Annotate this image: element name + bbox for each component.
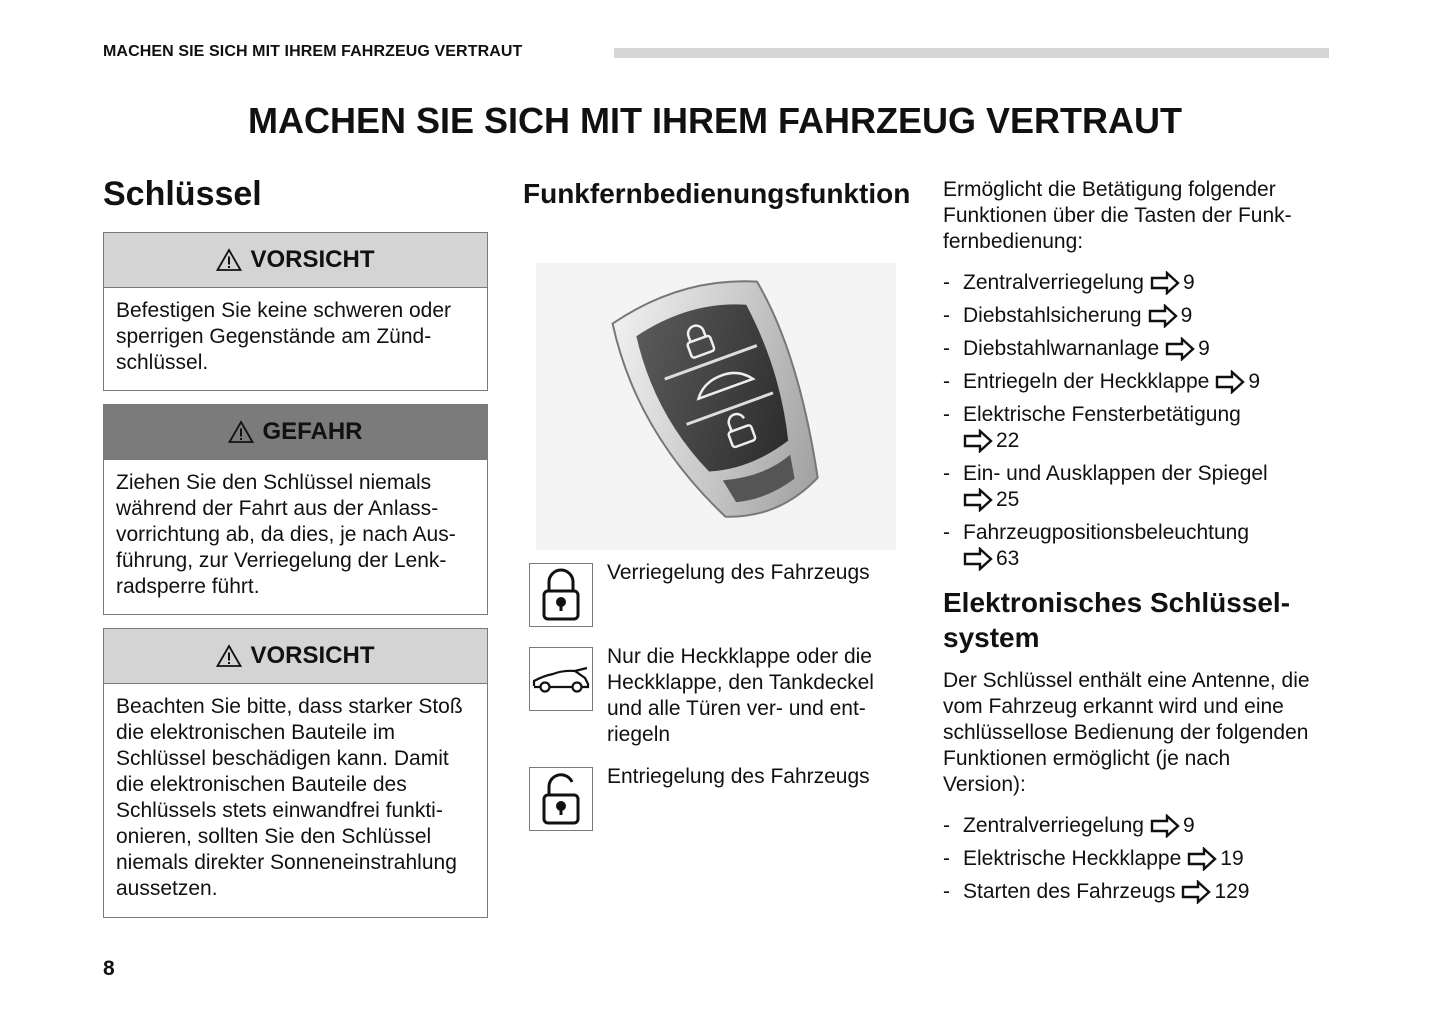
arrow-right-icon [1215, 370, 1245, 394]
arrow-right-icon [1187, 847, 1217, 871]
page-reference[interactable]: 22 [963, 428, 1323, 454]
list-item-text: Diebstahlwarnanlage [963, 337, 1160, 360]
caution-label: VORSICHT [250, 642, 375, 669]
arrow-right-icon [1165, 337, 1195, 361]
page-number: 8 [103, 957, 115, 980]
list-item-text: Entriegeln der Heckklappe [963, 370, 1210, 393]
section-heading-electronic-key: Elektronisches Schlüsselsystem [943, 587, 1291, 653]
caution-box-header [104, 233, 487, 288]
keyless-functions-list [943, 813, 1323, 912]
running-header-title: MACHEN SIE SICH MIT IHREM FAHRZEUG VERTRAUT [103, 43, 523, 60]
list-item-text: Zentralverriegelung [963, 814, 1144, 837]
page-reference[interactable]: 9 [1142, 304, 1193, 327]
page-reference[interactable]: 9 [1159, 337, 1210, 360]
page-reference[interactable]: 129 [1175, 880, 1249, 903]
caution-text: Beachten Sie bitte, dass starker Stoß die elektronischen Bauteile im Schlüssel beschädigen kann. Damit die elektronischen Bauteile des Schlüssels stets einwandfrei funktionieren, sollten Sie den Schlüssel niemals direkter Sonneneinstrahlung aussetzen. [116, 695, 463, 900]
remote-key-image [536, 263, 896, 550]
caution-box [103, 628, 488, 918]
list-item: - Elektrische Fensterbetätigung 22 [943, 402, 1323, 454]
caution-text: Befestigen Sie keine schweren oder sperrigen Gegenstände am Zündschlüssel. [116, 299, 452, 374]
page-reference[interactable]: 9 [1144, 271, 1195, 294]
arrow-right-icon [963, 429, 993, 453]
list-item: - Entriegeln der Heckklappe 9 [943, 370, 1260, 393]
list-item-text: Fahrzeugpositionsbeleuchtung [963, 521, 1250, 544]
arrow-right-icon [963, 488, 993, 512]
list-item: - Diebstahlsicherung 9 [943, 304, 1193, 327]
danger-label: GEFAHR [262, 418, 363, 445]
remote-functions-list [943, 270, 1323, 579]
section-heading-remote: Funkfernbedienungsfunktion [523, 178, 911, 209]
list-item: - Zentralverriegelung 9 [943, 814, 1195, 837]
lock-closed-icon [529, 563, 593, 627]
page-reference[interactable]: 9 [1144, 814, 1195, 837]
page-reference[interactable]: 25 [963, 487, 1323, 513]
arrow-right-icon [1148, 304, 1178, 328]
danger-text: Ziehen Sie den Schlüssel niemals während der Fahrt aus der Anlassvorrichtung ab, da dies, je nach Ausführung, zur Verriegelung der Lenkradsperre führt. [116, 471, 456, 598]
unlock-description: Entriegelung des Fahrzeugs [607, 765, 870, 788]
electronic-key-text: Der Schlüssel enthält eine Antenne, die vom Fahrzeug erkannt wird und eine schlüssellose Bedienung der folgenden Funktionen ermöglicht (je nach Version): [943, 669, 1310, 796]
warning-triangle-icon [228, 420, 254, 444]
tailgate-description: Nur die Heckklappe oder die Heckklappe, den Tankdeckel und alle Türen ver- und entriegeln [607, 645, 874, 746]
lock-description: Verriegelung des Fahrzeugs [607, 561, 870, 584]
list-item-text: Diebstahlsicherung [963, 304, 1142, 327]
page-reference[interactable]: 63 [963, 546, 1323, 572]
arrow-right-icon [1150, 814, 1180, 838]
lock-open-icon [529, 767, 593, 831]
list-item: - Elektrische Heckklappe 19 [943, 847, 1244, 870]
warning-triangle-icon [216, 248, 242, 272]
list-item-text: Ein- und Ausklappen der Spiegel [963, 462, 1268, 485]
header-rule [614, 48, 1329, 58]
car-tailgate-icon [529, 647, 593, 711]
list-item: - Fahrzeugpositionsbeleuchtung 63 [943, 520, 1323, 572]
caution-box [103, 232, 488, 391]
caution-label: VORSICHT [250, 246, 375, 273]
section-heading-key: Schlüssel [103, 175, 262, 213]
danger-box-header [104, 405, 487, 460]
danger-box [103, 404, 488, 615]
warning-triangle-icon [216, 644, 242, 668]
page-reference[interactable]: 19 [1181, 847, 1243, 870]
list-item-text: Elektrische Heckklappe [963, 847, 1182, 870]
page-title: MACHEN SIE SICH MIT IHREM FAHRZEUG VERTRAUT [247, 100, 1182, 141]
caution-box-header [104, 629, 487, 684]
arrow-right-icon [1150, 271, 1180, 295]
arrow-right-icon [1181, 880, 1211, 904]
list-item: - Starten des Fahrzeugs 129 [943, 880, 1250, 903]
list-item: - Diebstahlwarnanlage 9 [943, 337, 1210, 360]
list-item-text: Starten des Fahrzeugs [963, 880, 1176, 903]
page-reference[interactable]: 9 [1209, 370, 1260, 393]
arrow-right-icon [963, 547, 993, 571]
list-item-text: Elektrische Fensterbetätigung [963, 403, 1241, 426]
list-item: - Ein- und Ausklappen der Spiegel 25 [943, 461, 1323, 513]
list-item: - Zentralverriegelung 9 [943, 271, 1195, 294]
list-item-text: Zentralverriegelung [963, 271, 1144, 294]
remote-intro-text: Ermöglicht die Betätigung folgender Funktionen über die Tasten der Funkfernbedienung: [943, 178, 1292, 253]
